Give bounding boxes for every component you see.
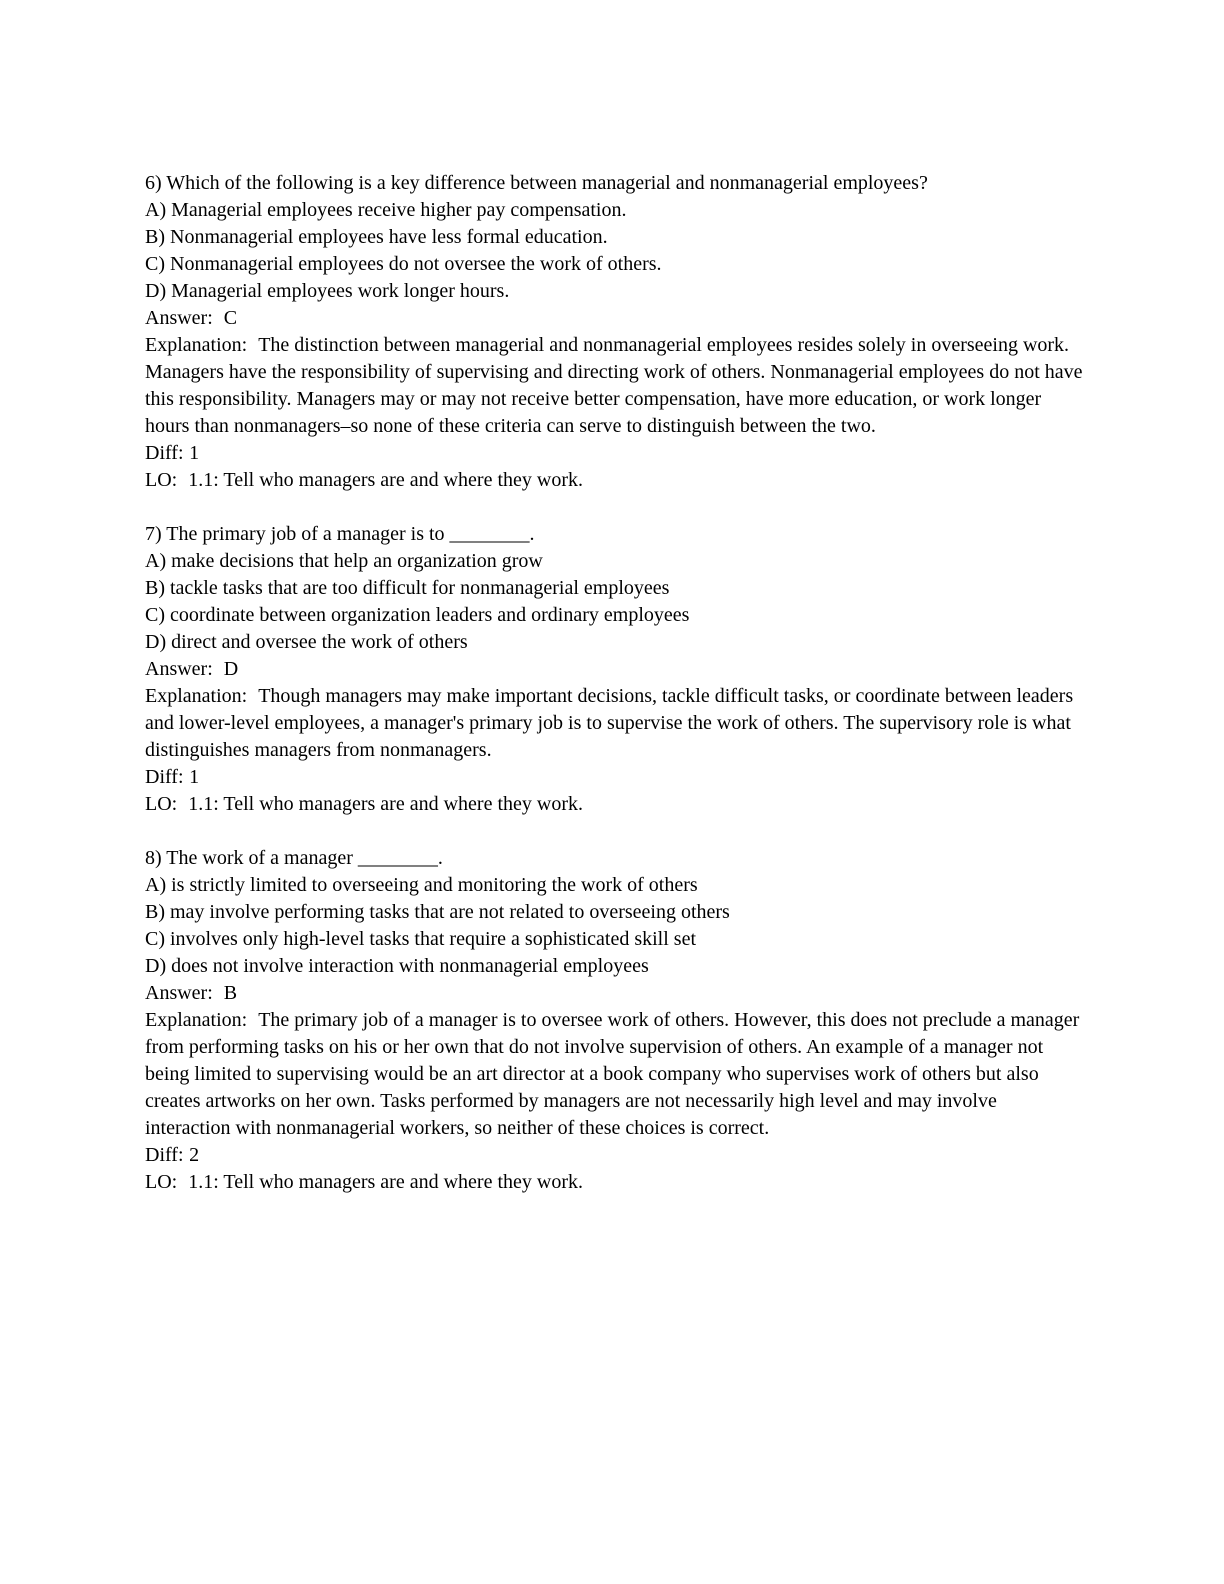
question-text: 7) The primary job of a manager is to ________. [145, 523, 535, 545]
lo-label: LO: [145, 793, 178, 815]
answer-line [145, 656, 1084, 683]
choice-c: C) Nonmanagerial employees do not oversee the work of others. [145, 253, 662, 275]
choice-b: B) tackle tasks that are too difficult for nonmanagerial employees [145, 577, 670, 599]
explanation-text: Though managers may make important decisions, tackle difficult tasks, or coordinate between leaders and lower-level employees, a manager's primary job is to supervise the work of others. The supervisory role is what distinguishes managers from nonmanagers. [145, 685, 1074, 761]
explanation-label: Explanation: [145, 685, 248, 707]
diff-value: 2 [189, 1144, 200, 1166]
lo-line [145, 791, 1084, 818]
diff-line [145, 764, 1084, 791]
answer-value: D [223, 658, 239, 680]
diff-value: 1 [189, 442, 200, 464]
explanation-line [145, 1007, 1084, 1142]
diff-line [145, 440, 1084, 467]
explanation-line [145, 683, 1084, 764]
explanation-label: Explanation: [145, 334, 248, 356]
lo-line [145, 1169, 1084, 1196]
lo-label: LO: [145, 1171, 178, 1193]
question-text: 6) Which of the following is a key difference between managerial and nonmanagerial employees? [145, 172, 928, 194]
choice-d: D) direct and oversee the work of others [145, 631, 468, 653]
lo-text: 1.1: Tell who managers are and where they work. [188, 1171, 583, 1193]
question-block-6 [145, 170, 1084, 494]
diff-label: Diff: [145, 766, 184, 788]
explanation-label: Explanation: [145, 1009, 248, 1031]
answer-value: C [223, 307, 238, 329]
lo-label: LO: [145, 469, 178, 491]
choice-b: B) may involve performing tasks that are not related to overseeing others [145, 901, 730, 923]
diff-value: 1 [189, 766, 200, 788]
choice-c: C) involves only high-level tasks that require a sophisticated skill set [145, 928, 697, 950]
answer-line [145, 305, 1084, 332]
choice-b: B) Nonmanagerial employees have less formal education. [145, 226, 608, 248]
lo-text: 1.1: Tell who managers are and where they work. [188, 793, 583, 815]
choice-d: D) Managerial employees work longer hours. [145, 280, 510, 302]
choice-a: A) is strictly limited to overseeing and monitoring the work of others [145, 874, 698, 896]
diff-label: Diff: [145, 1144, 184, 1166]
explanation-text: The primary job of a manager is to oversee work of others. However, this does not preclude a manager from performing tasks on his or her own that do not involve supervision of others. An example of a manager not being limited to supervising would be an art director at a book company who supervises work of others but also creates artworks on her own. Tasks performed by managers are not necessarily high level and may involve interaction with nonmanagerial workers, so neither of these choices is correct. [145, 1009, 1080, 1139]
lo-text: 1.1: Tell who managers are and where they work. [188, 469, 583, 491]
explanation-text: The distinction between managerial and nonmanagerial employees resides solely in overseeing work. Managers have the responsibility of supervising and directing work of others. Nonmanagerial employees do not have this responsibility. Managers may or may not receive better compensation, have more education, or work longer hours than nonmanagers–so none of these criteria can serve to distinguish between the two. [145, 334, 1083, 437]
answer-line [145, 980, 1084, 1007]
choice-a: A) make decisions that help an organization grow [145, 550, 543, 572]
question-block-7 [145, 521, 1084, 818]
explanation-line [145, 332, 1084, 440]
diff-line [145, 1142, 1084, 1169]
lo-line [145, 467, 1084, 494]
answer-value: B [223, 982, 238, 1004]
question-text: 8) The work of a manager ________. [145, 847, 443, 869]
question-block-8 [145, 845, 1084, 1196]
answer-label: Answer: [145, 658, 213, 680]
answer-label: Answer: [145, 982, 213, 1004]
choice-a: A) Managerial employees receive higher pay compensation. [145, 199, 627, 221]
choice-c: C) coordinate between organization leaders and ordinary employees [145, 604, 690, 626]
choice-d: D) does not involve interaction with nonmanagerial employees [145, 955, 649, 977]
answer-label: Answer: [145, 307, 213, 329]
diff-label: Diff: [145, 442, 184, 464]
